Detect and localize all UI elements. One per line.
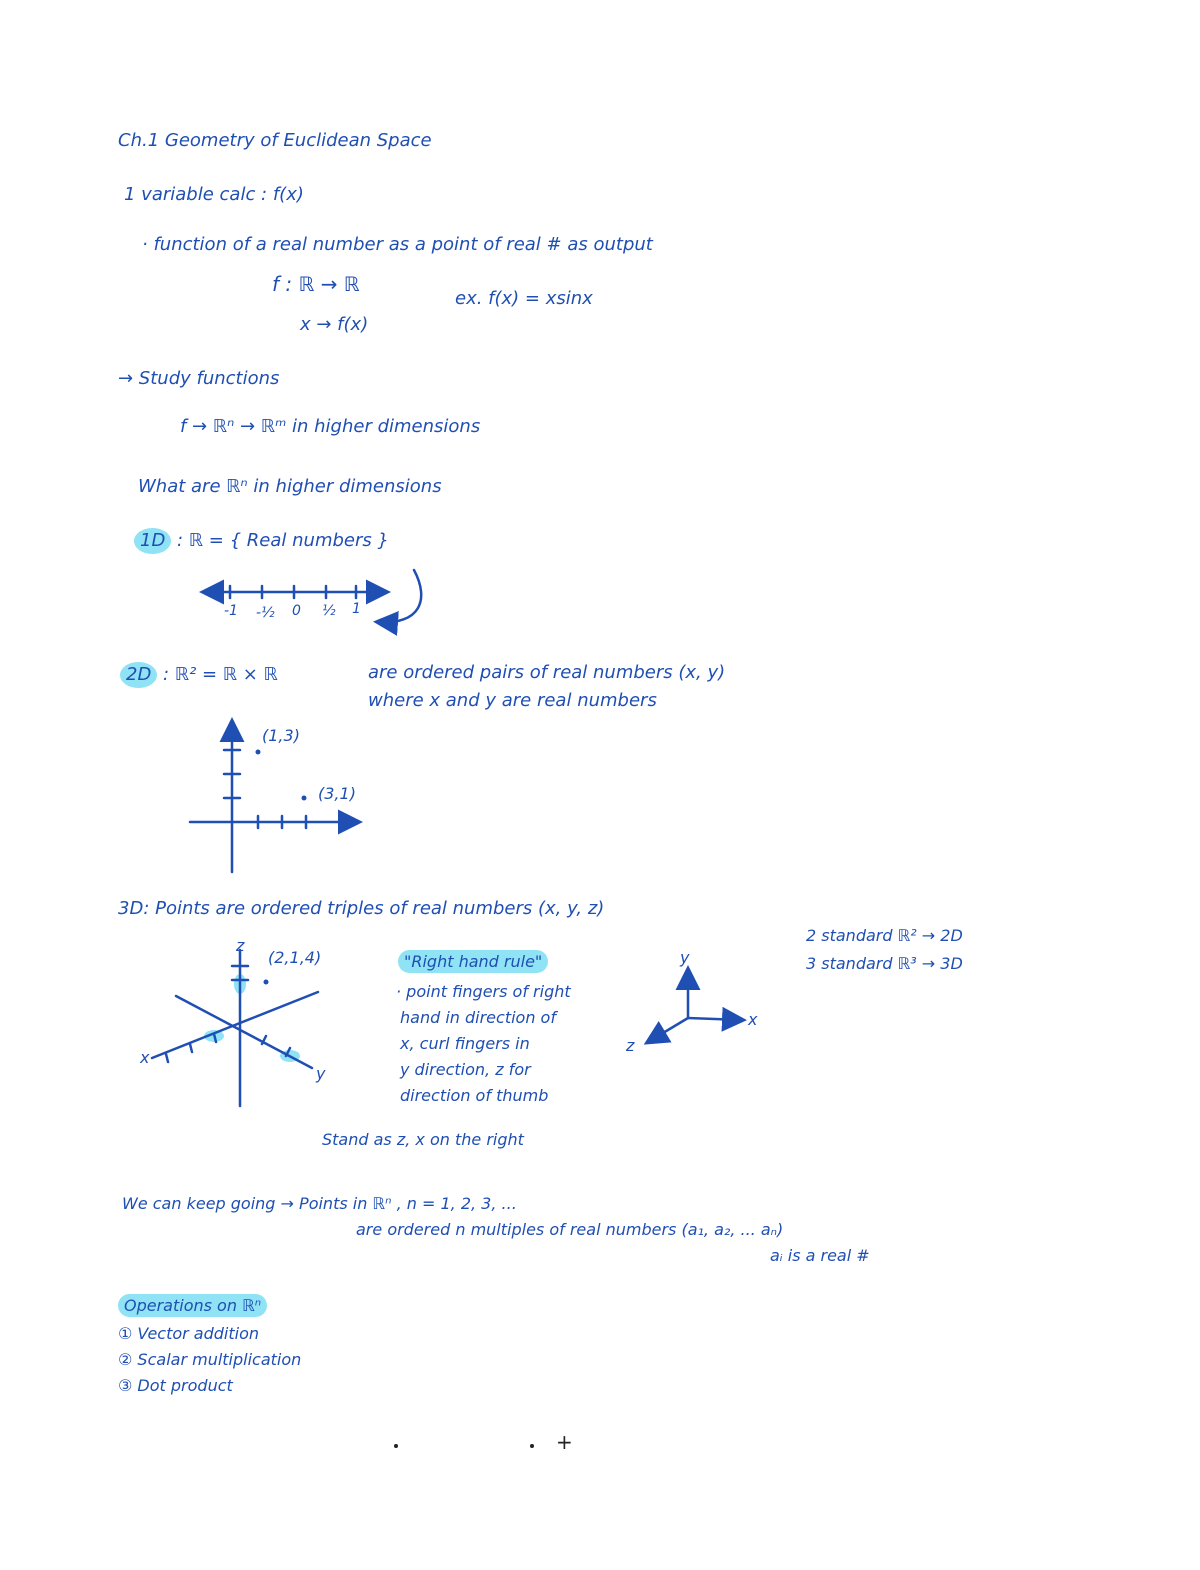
footer-plus-mark: + [556, 1430, 573, 1454]
frame-x-label: x [748, 1010, 758, 1029]
rule-line-2: hand in direction of [400, 1008, 556, 1027]
one-variable-calc: 1 variable calc : f(x) [124, 184, 304, 205]
operation-vector-addition: ① Vector addition [118, 1324, 260, 1343]
rn-line-3: aᵢ is a real # [770, 1246, 870, 1265]
right-hand-frame [648, 970, 742, 1042]
number-line [204, 570, 421, 622]
standard-r2: 2 standard ℝ² → 2D [806, 926, 963, 945]
2d-axes [190, 722, 358, 872]
standard-r3: 3 standard ℝ³ → 3D [806, 954, 963, 973]
3d-point-label: (2,1,4) [268, 948, 322, 967]
3d-axis-z-label: z [236, 936, 245, 955]
2d-description-2: where x and y are real numbers [368, 690, 657, 711]
mapping-line-2: x → f(x) [300, 314, 369, 335]
3d-axis-x-label: x [140, 1048, 150, 1067]
operations-title: Operations on ℝⁿ [118, 1298, 267, 1314]
1d-badge: 1D [134, 528, 171, 554]
tick-label-neg1: -1 [224, 603, 238, 619]
3d-axis-y-label: y [316, 1064, 326, 1083]
rn-line-1: We can keep going → Points in ℝⁿ , n = 1, 2, 3, ... [122, 1194, 517, 1213]
footer-dot-1 [394, 1444, 398, 1448]
operation-scalar-multiplication: ② Scalar multiplication [118, 1350, 302, 1369]
function-definition: · function of a real number as a point of real # as output [142, 234, 653, 255]
1d-definition: : ℝ = { Real numbers } [177, 530, 389, 551]
footer-dot-2 [530, 1444, 534, 1448]
rule-line-5: direction of thumb [400, 1086, 549, 1105]
stand-note: Stand as z, x on the right [322, 1130, 524, 1149]
higher-dim-mapping: f → ℝⁿ → ℝᵐ in higher dimensions [180, 416, 481, 437]
frame-y-label: y [680, 948, 690, 967]
rule-line-3: x, curl fingers in [400, 1034, 530, 1053]
rn-line-2: are ordered n multiples of real numbers (a₁, a₂, ... aₙ) [356, 1220, 784, 1239]
operation-dot-product: ③ Dot product [118, 1376, 233, 1395]
point-label-3-1: (3,1) [318, 784, 356, 803]
3d-definition: 3D: Points are ordered triples of real numbers (x, y, z) [118, 898, 605, 919]
page-title: Ch.1 Geometry of Euclidean Space [118, 130, 432, 151]
tick-label-half: ½ [322, 603, 336, 619]
point-3-1 [302, 796, 307, 801]
dimensions-question: What are ℝⁿ in higher dimensions [138, 476, 442, 497]
point-2-1-4 [264, 980, 269, 985]
rule-line-1: · point fingers of right [396, 982, 571, 1001]
2d-definition: : ℝ² = ℝ × ℝ [163, 664, 278, 685]
study-functions: → Study functions [118, 368, 280, 389]
rule-line-4: y direction, z for [400, 1060, 531, 1079]
tick-label-neg-half: -½ [256, 605, 275, 621]
tick-label-one: 1 [352, 601, 361, 617]
right-hand-rule-title: "Right hand rule" [398, 954, 548, 970]
3d-axes [152, 950, 318, 1106]
example-function: ex. f(x) = xsinx [455, 288, 593, 309]
2d-description-1: are ordered pairs of real numbers (x, y) [368, 662, 726, 683]
mapping-line-1: f : ℝ → ℝ [272, 272, 360, 296]
tick-label-zero: 0 [292, 603, 301, 619]
2d-badge: 2D [120, 662, 157, 688]
point-1-3 [256, 750, 261, 755]
frame-z-label: z [626, 1036, 635, 1055]
point-label-1-3: (1,3) [262, 726, 300, 745]
